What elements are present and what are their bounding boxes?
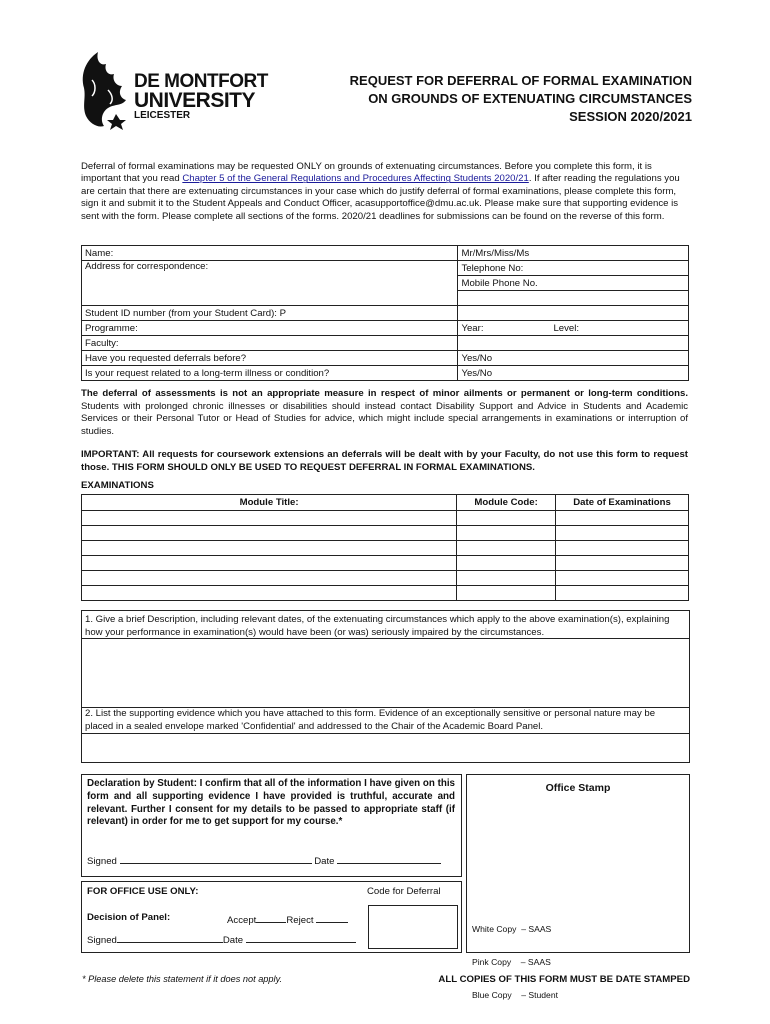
deferral-code-label: Code for Deferral: [367, 886, 441, 897]
regulations-link[interactable]: Chapter 5 of the General Regulations and Procedures Affecting Students 2020/21: [182, 173, 529, 185]
form-title: [300, 72, 692, 126]
exam-row-cell[interactable]: [457, 556, 556, 571]
exam-row-cell[interactable]: [556, 541, 689, 556]
reject-line[interactable]: [316, 912, 348, 923]
title-line1: REQUEST FOR DEFERRAL OF FORMAL EXAMINATION: [349, 73, 692, 88]
panel-decision-label: Decision of Panel:: [87, 912, 171, 923]
exam-row-cell[interactable]: [82, 511, 457, 526]
footnote: * Please delete this statement if it does not apply.: [82, 974, 283, 984]
exam-row-cell[interactable]: [457, 541, 556, 556]
office-stamp-label: Office Stamp: [545, 782, 611, 794]
intro-paragraph: [81, 161, 687, 223]
assessment-notice: The deferral of assessments is not an appropriate measure in respect of minor ailments or permanent or long-term conditions. Students with prolonged chronic illnesses or disabilities should instead contact Disability Support and Advice in Students and Academic Services or their Personal Tutor or Head of Studies for advice, which might include special arrangements in examinations or interruption of studies.: [81, 388, 688, 437]
declaration-box: [81, 774, 462, 877]
accept-line[interactable]: [256, 912, 286, 923]
q1-answer-area[interactable]: [82, 638, 689, 708]
student-date-line[interactable]: [337, 853, 441, 864]
module-code-header: Module Code:: [457, 495, 556, 511]
title-line2: ON GROUNDS OF EXTENUATING CIRCUMSTANCES: [368, 91, 692, 106]
student-signature-line[interactable]: [120, 853, 312, 864]
student-id-field[interactable]: Student ID number (from your Student Card): P: [82, 306, 458, 321]
examinations-heading: EXAMINATIONS: [81, 480, 154, 491]
title-line3: SESSION 2020/2021: [569, 109, 692, 124]
programme-field[interactable]: Programme:: [82, 321, 458, 336]
dmu-logo: [78, 50, 278, 130]
exam-row-cell[interactable]: [457, 586, 556, 601]
copy-distribution: White Copy – SAAS Pink Copy – SAAS Blue Copy – Student: [472, 924, 558, 1000]
exam-row-cell[interactable]: [82, 586, 457, 601]
q1-prompt: 1. Give a brief Description, including relevant dates, of the extenuating circumstances which apply to the above examination(s), explaining how your performance in examination(s) would have been (or was) seriously impaired by the circumstances.: [85, 614, 670, 638]
exam-date-header: Date of Examinations: [556, 495, 689, 511]
exam-row-cell[interactable]: [556, 586, 689, 601]
exam-row-cell[interactable]: [556, 526, 689, 541]
office-signature-row: Signed Date: [87, 932, 356, 946]
illness-question: Is your request related to a long-term illness or condition?: [82, 366, 458, 381]
office-use-box: [81, 881, 462, 953]
blank-cell[interactable]: [458, 306, 689, 321]
deferral-code-box[interactable]: [368, 905, 458, 949]
illness-answer[interactable]: Yes/No: [458, 366, 689, 381]
logo-text-line3: LEICESTER: [134, 110, 191, 121]
exam-row-cell[interactable]: [82, 571, 457, 586]
blank-cell[interactable]: [458, 336, 689, 351]
office-signature-line[interactable]: [117, 932, 223, 943]
title-options-field[interactable]: Mr/Mrs/Miss/Ms: [458, 246, 689, 261]
q2-prompt: 2. List the supporting evidence which you have attached to this form. Evidence of an exceptionally sensitive or personal nature may be placed in a sealed envelope marked 'Confidential' and addressed to the Chair of the Academic Board Panel.: [85, 708, 656, 732]
deferrals-before-question: Have you requested deferrals before?: [82, 351, 458, 366]
student-signature-row: Signed Date: [87, 853, 441, 867]
module-title-header: Module Title:: [82, 495, 457, 511]
declaration-text: Declaration by Student: I confirm that all of the information I have given on this form and all supporting evidence I have provided is truthful, accurate and relevant. Further I consent for my details to be passed to appropriate staff (if relevant) in order for me to get support for my course.*: [87, 778, 455, 828]
year-level-field[interactable]: Year: Level:: [458, 321, 689, 336]
exam-row-cell[interactable]: [82, 556, 457, 571]
office-date-line[interactable]: [246, 932, 356, 943]
student-details-table: [81, 245, 689, 381]
accept-reject-row: Accept Reject: [227, 912, 348, 926]
exam-row-cell[interactable]: [82, 526, 457, 541]
lion-crest-icon: [78, 50, 130, 130]
exam-row-cell[interactable]: [556, 511, 689, 526]
logo-text-line2: UNIVERSITY: [134, 89, 256, 112]
exam-row-cell[interactable]: [556, 571, 689, 586]
intro-text-2: . If after reading the regulations you are certain that there are extenuating circumstances in your case which do justify deferral of formal examinations, please complete this form, sign it and submit it to the Student Appeals and Conduct Officer, acasupportoffice@dmu.ac.uk. Please make sure that supporting evidence is sent with the form. Please complete all sections of the forms. 2020/21 deadlines for submissions can be found on the reverse of this form.: [81, 173, 680, 222]
exam-row-cell[interactable]: [457, 526, 556, 541]
deferrals-before-answer[interactable]: Yes/No: [458, 351, 689, 366]
office-use-heading: FOR OFFICE USE ONLY:: [87, 886, 199, 897]
important-notice: IMPORTANT: All requests for coursework extensions an deferrals will be dealt with by your Faculty, do not use this form to request those. THIS FORM SHOULD ONLY BE USED TO REQUEST DEFERRAL IN FORMAL EXAMINATIONS.: [81, 449, 688, 473]
intro-text-1: Deferral of formal examinations may be requested ONLY on grounds of extenuating circumstances. Before you complete this form, it is important that you read: [81, 161, 652, 185]
q2-answer-area[interactable]: [82, 733, 689, 762]
circumstances-section: [81, 610, 690, 763]
examinations-table: [81, 494, 689, 601]
mobile-field[interactable]: Mobile Phone No.: [458, 276, 689, 291]
exam-row-cell[interactable]: [457, 571, 556, 586]
exam-row-cell[interactable]: [457, 511, 556, 526]
logo-text-line1: DE MONTFORT: [134, 71, 268, 92]
faculty-field[interactable]: Faculty:: [82, 336, 458, 351]
address-field[interactable]: Address for correspondence:: [82, 261, 458, 306]
telephone-field[interactable]: Telephone No:: [458, 261, 689, 276]
name-field[interactable]: Name:: [82, 246, 458, 261]
date-stamp-notice: ALL COPIES OF THIS FORM MUST BE DATE STAMPED: [438, 974, 690, 985]
exam-row-cell[interactable]: [556, 556, 689, 571]
blank-cell[interactable]: [458, 291, 689, 306]
exam-row-cell[interactable]: [82, 541, 457, 556]
